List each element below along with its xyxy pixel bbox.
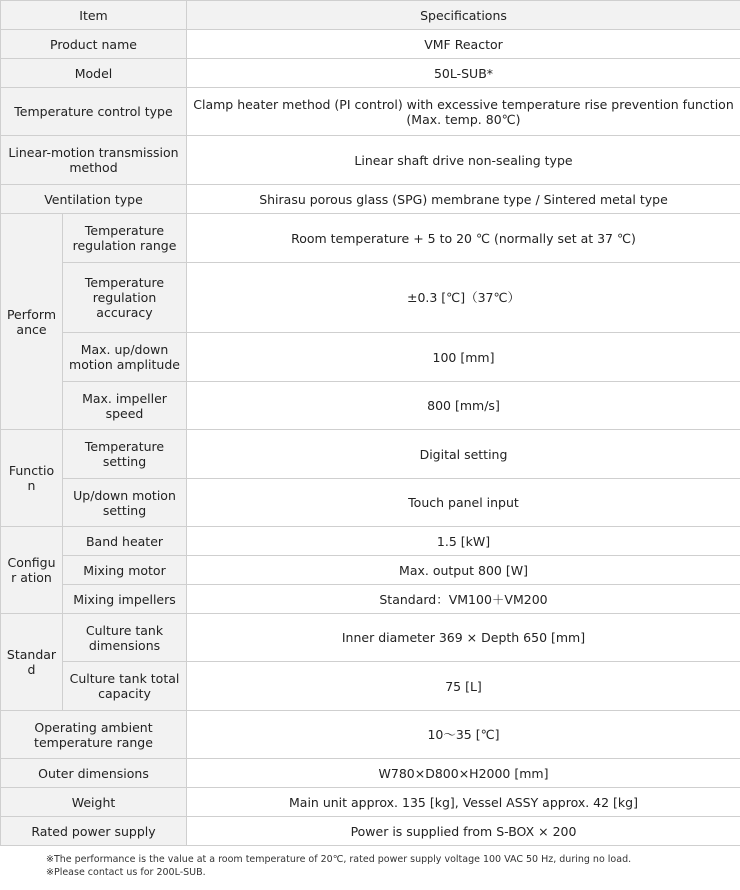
power-label: Rated power supply — [1, 817, 187, 846]
model-value: 50L-SUB* — [187, 59, 740, 88]
table-row — [1, 88, 740, 136]
table-row — [1, 479, 740, 527]
tank-capacity-label: Culture tank total capacity — [63, 662, 187, 711]
table-row — [1, 662, 740, 711]
table-row — [1, 59, 740, 88]
band-heater-label: Band heater — [63, 527, 187, 556]
outer-dims-value: W780×D800×H2000 [mm] — [187, 759, 740, 788]
impeller-speed-label: Max. impeller speed — [63, 382, 187, 430]
table-row — [1, 759, 740, 788]
table-row — [1, 527, 740, 556]
table-row — [1, 817, 740, 846]
performance-group-label: Perform ance — [1, 214, 63, 430]
mixing-motor-value: Max. output 800 [W] — [187, 556, 740, 585]
temp-range-value: Room temperature + 5 to 20 ℃ (normally set at 37 ℃) — [187, 214, 740, 263]
weight-label: Weight — [1, 788, 187, 817]
model-label: Model — [1, 59, 187, 88]
footnote-performance: ※The performance is the value at a room temperature of 20℃, rated power supply voltage 100 VAC 50 Hz, during no load. — [46, 854, 632, 865]
tank-capacity-value: 75 [L] — [187, 662, 740, 711]
table-row — [1, 614, 740, 662]
table-row — [1, 185, 740, 214]
amplitude-label: Max. up/down motion amplitude — [63, 333, 187, 382]
standard-group-label: Standard — [1, 614, 63, 711]
temp-control-label: Temperature control type — [1, 88, 187, 136]
temp-setting-value: Digital setting — [187, 430, 740, 479]
product-name-label: Product name — [1, 30, 187, 59]
band-heater-value: 1.5 [kW] — [187, 527, 740, 556]
header-specifications: Specifications — [187, 1, 740, 30]
ambient-label: Operating ambient temperature range — [1, 711, 187, 759]
header-item: Item — [1, 1, 187, 30]
table-row — [1, 711, 740, 759]
power-value: Power is supplied from S-BOX × 200 — [187, 817, 740, 846]
temp-accuracy-label: Temperature regulation accuracy — [63, 263, 187, 333]
table-header-row — [1, 1, 740, 30]
linear-motion-label: Linear-motion transmission method — [1, 136, 187, 185]
table-row — [1, 430, 740, 479]
mixing-motor-label: Mixing motor — [63, 556, 187, 585]
ventilation-value: Shirasu porous glass (SPG) membrane type / Sintered metal type — [187, 185, 740, 214]
mixing-impellers-label: Mixing impellers — [63, 585, 187, 614]
ventilation-label: Ventilation type — [1, 185, 187, 214]
tank-dimensions-value: Inner diameter 369 × Depth 650 [mm] — [187, 614, 740, 662]
configuration-group-label: Configur ation — [1, 527, 63, 614]
weight-value: Main unit approx. 135 [kg], Vessel ASSY approx. 42 [kg] — [187, 788, 740, 817]
temp-accuracy-value: ±0.3 [℃]（37℃） — [187, 263, 740, 333]
outer-dims-label: Outer dimensions — [1, 759, 187, 788]
table-row — [1, 382, 740, 430]
product-name-value: VMF Reactor — [187, 30, 740, 59]
table-row — [1, 788, 740, 817]
ambient-value: 10～35 [℃] — [187, 711, 740, 759]
mixing-impellers-value: Standard：VM100＋VM200 — [187, 585, 740, 614]
motion-setting-label: Up/down motion setting — [63, 479, 187, 527]
table-row — [1, 263, 740, 333]
linear-motion-value: Linear shaft drive non-sealing type — [187, 136, 740, 185]
footnote-200l: ※Please contact us for 200L-SUB. — [46, 867, 206, 878]
motion-setting-value: Touch panel input — [187, 479, 740, 527]
table-row — [1, 556, 740, 585]
temp-range-label: Temperature regulation range — [63, 214, 187, 263]
function-group-label: Function — [1, 430, 63, 527]
temp-setting-label: Temperature setting — [63, 430, 187, 479]
table-row — [1, 585, 740, 614]
amplitude-value: 100 [mm] — [187, 333, 740, 382]
impeller-speed-value: 800 [mm/s] — [187, 382, 740, 430]
table-row — [1, 214, 740, 263]
table-row — [1, 136, 740, 185]
table-row — [1, 333, 740, 382]
temp-control-value: Clamp heater method (PI control) with excessive temperature rise prevention function (Max. temp. 80℃) — [187, 88, 740, 136]
table-row — [1, 30, 740, 59]
tank-dimensions-label: Culture tank dimensions — [63, 614, 187, 662]
footnotes — [0, 845, 740, 889]
